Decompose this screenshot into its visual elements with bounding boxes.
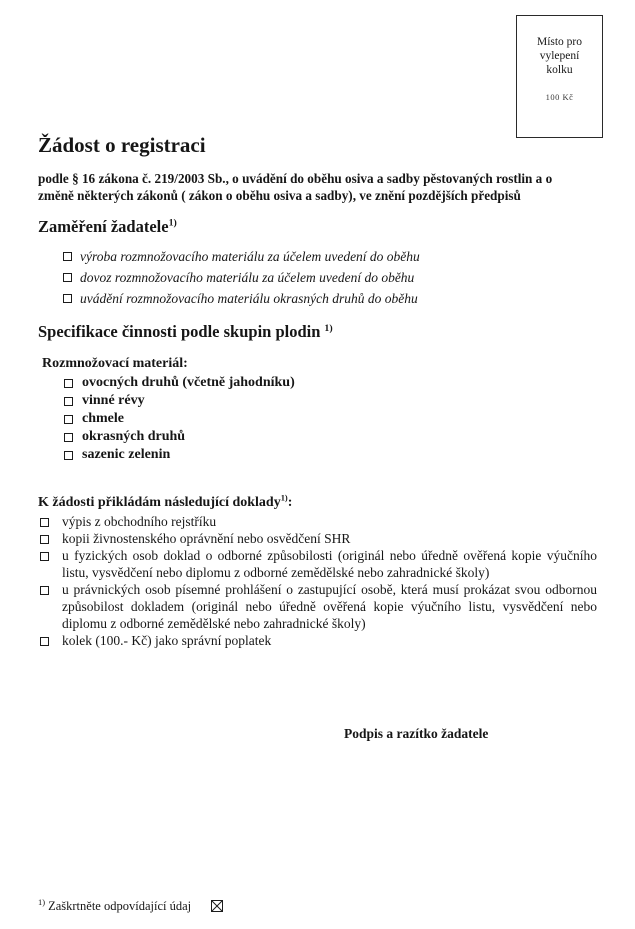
checklist-item: [64, 429, 464, 445]
checkbox-icon[interactable]: [40, 535, 49, 544]
section-heading-text: Specifikace činnosti podle skupin plodin: [38, 322, 321, 341]
stamp-box-line: Místo pro: [536, 36, 583, 48]
stamp-box-line: kolku: [546, 64, 573, 76]
checklist-doklady: [40, 513, 597, 649]
checklist-item: [64, 393, 464, 409]
checkbox-icon[interactable]: [64, 379, 73, 388]
section-heading-text: K žádosti přikládám následující doklady: [38, 495, 281, 510]
footnote-text: Zaškrtněte odpovídající údaj: [48, 899, 192, 913]
checkbox-icon[interactable]: [40, 637, 49, 646]
checkbox-icon[interactable]: [40, 586, 49, 595]
checklist-item-label: dovoz rozmnožovacího materiálu za účelem uvedení do oběhu: [80, 270, 415, 285]
footnote-reference: 1): [324, 322, 333, 334]
checklist-plodiny: [64, 375, 464, 465]
section-heading-specifikace: [38, 322, 333, 342]
checklist-item: [60, 291, 580, 306]
checkbox-icon[interactable]: [40, 518, 49, 527]
checklist-item: [40, 581, 597, 632]
checklist-item: [64, 375, 464, 391]
stamp-box-label: [517, 35, 602, 77]
footnote-reference: 1): [38, 896, 46, 907]
footnote-legend: [38, 896, 223, 916]
checklist-item: [60, 270, 580, 285]
stamp-box-line: vylepení: [539, 50, 580, 62]
checkbox-icon[interactable]: [63, 252, 72, 261]
checklist-item: [64, 411, 464, 427]
checklist-item-label: výpis z obchodního rejstříku: [62, 514, 217, 529]
checked-checkbox-icon: [211, 900, 223, 916]
checklist-item: [40, 530, 597, 547]
checkbox-icon[interactable]: [64, 415, 73, 424]
stamp-placeholder-box: [516, 15, 603, 138]
checklist-item-label: u právnických osob písemné prohlášení o zastupující osobě, která musí prokázat svou odbornou způsobilost dokladem (originál nebo úředně ověřená kopie výučního listu, vysvědčení nebo diplomu z odborné zemědělské nebo zahradnické školy): [62, 582, 597, 631]
checklist-item: [40, 632, 597, 649]
checklist-item-label: kolek (100.- Kč) jako správní poplatek: [62, 633, 272, 648]
legal-intro-paragraph: podle § 16 zákona č. 219/2003 Sb., o uvádění do oběhu osiva a sadby pěstovaných rostlin a o změně některých zákonů ( zákon o oběhu osiva a sadby), ve znění pozdějších předpisů: [38, 171, 553, 203]
section-heading-text: Zaměření žadatele: [38, 217, 169, 236]
checklist-item: [60, 249, 580, 264]
page-title: Žádost o registraci: [38, 133, 206, 157]
checklist-item-label: vinné révy: [82, 393, 145, 408]
checkbox-icon[interactable]: [64, 451, 73, 460]
section-heading-colon: :: [287, 495, 293, 510]
signature-stamp-label: Podpis a razítko žadatele: [344, 726, 489, 741]
checklist-item: [40, 513, 597, 530]
checklist-item: [64, 447, 464, 463]
checkbox-icon[interactable]: [63, 273, 72, 282]
checklist-item-label: kopii živnostenského oprávnění nebo osvědčení SHR: [62, 531, 351, 546]
checklist-item-label: uvádění rozmnožovacího materiálu okrasných druhů do oběhu: [80, 291, 418, 306]
section-heading-zamereni: [38, 217, 177, 237]
checkbox-icon[interactable]: [63, 294, 72, 303]
subsection-heading-rozmnozovaci-material: Rozmnožovací materiál:: [42, 356, 188, 371]
footnote-reference: 1): [280, 493, 288, 503]
section-heading-doklady: [38, 495, 292, 511]
checkbox-icon[interactable]: [64, 433, 73, 442]
checkbox-icon[interactable]: [40, 552, 49, 561]
checklist-item-label: chmele: [82, 411, 124, 426]
checklist-item-label: okrasných druhů: [82, 429, 186, 444]
checklist-zamereni: [60, 249, 580, 312]
checklist-item-label: u fyzických osob doklad o odborné způsobilosti (originál nebo úředně ověřená kopie výučního listu, vysvědčení nebo diplomu z odborné zemědělské nebo zahradnické školy): [62, 548, 597, 580]
footnote-reference: 1): [168, 217, 177, 229]
checklist-item-label: výroba rozmnožovacího materiálu za účelem uvedení do oběhu: [80, 249, 420, 264]
checklist-item-label: ovocných druhů (včetně jahodníku): [82, 375, 295, 390]
checklist-item-label: sazenic zelenin: [82, 447, 171, 462]
checkbox-icon[interactable]: [64, 397, 73, 406]
stamp-fee-amount: 100 Kč: [545, 92, 574, 102]
checklist-item: [40, 547, 597, 581]
